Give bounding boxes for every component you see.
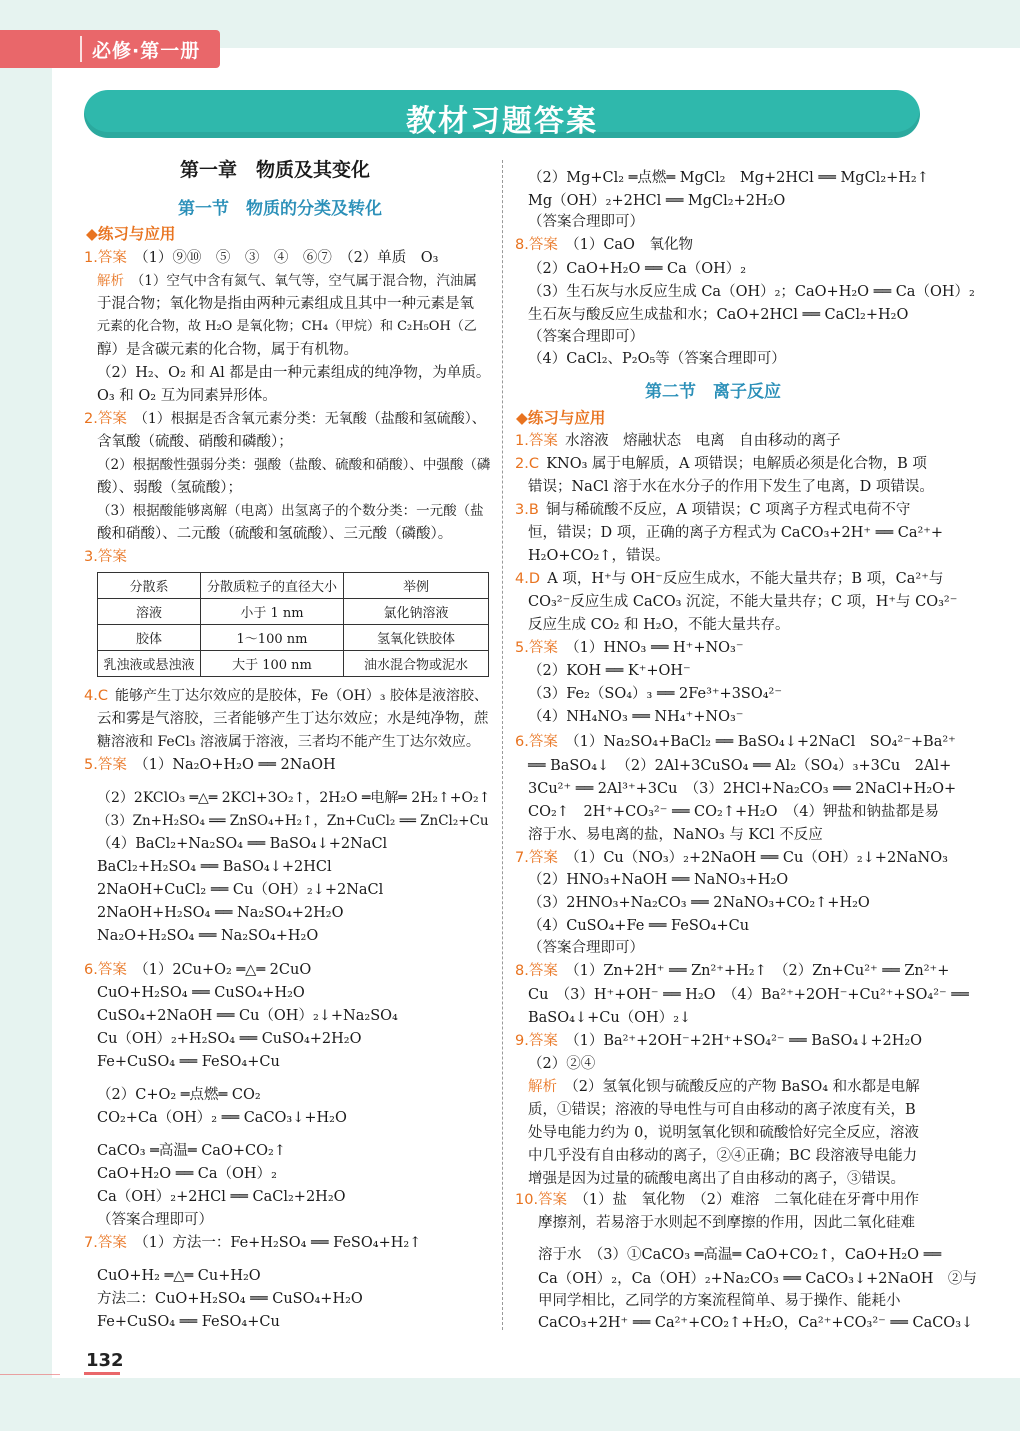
text-line xyxy=(528,756,951,776)
line-text: 3Cu²⁺ ══ 2Al³⁺+3Cu （3）2HCl+Na₂CO₃ ══ 2NaCl+H₂O+ xyxy=(528,781,957,797)
line-text: （2）2KClO₃ ═△═ 2KCl+3O₂↑，2H₂O ═电解═ 2H₂↑+O₂↑ xyxy=(97,790,491,806)
line-text: （1）Ba²⁺+2OH⁻+2H⁺+SO₄²⁻ ══ BaSO₄↓+2H₂O xyxy=(565,1033,923,1049)
text-line xyxy=(84,409,486,429)
text-line xyxy=(528,802,939,822)
text-line xyxy=(528,985,969,1005)
line-text: 生石灰与酸反应生成盐和水；CaO+2HCl ══ CaCl₂+H₂O xyxy=(528,307,909,323)
practice-heading xyxy=(86,224,175,244)
line-text: （1）根据是否含氧元素分类：无氧酸（盐酸和氢硫酸）、 xyxy=(133,411,486,427)
line-text: 恒，错误；D 项，正确的离子方程式为 CaCO₃+2H⁺ ══ Ca²⁺+ xyxy=(528,525,944,541)
table-cell: 乳浊液或悬浊液 xyxy=(98,651,201,677)
text-line xyxy=(528,1146,917,1166)
bottom-band xyxy=(0,1378,1020,1431)
practice-heading xyxy=(516,408,605,428)
text-line xyxy=(97,857,332,877)
text-line xyxy=(528,546,669,566)
line-text: （3）根据酸能够离解（电离）出氢离子的个数分类：一元酸（盐 xyxy=(97,503,484,519)
line-text: 反应生成 CO₂ 和 H₂O，不能大量共存。 xyxy=(528,617,790,633)
line-text: O₃ 和 O₂ 互为同素异形体。 xyxy=(97,388,277,404)
question-label: 3.B xyxy=(515,502,539,518)
text-line xyxy=(528,168,929,188)
line-text: 第一节 物质的分类及转化 xyxy=(178,199,382,219)
line-text: 方法二：CuO+H₂SO₄ ══ CuSO₄+H₂O xyxy=(97,1291,363,1307)
page-number-rule xyxy=(0,1374,60,1375)
book-tab-label: 必修·第一册 xyxy=(92,40,201,62)
text-line xyxy=(97,811,489,831)
line-text: CaO+H₂O ══ Ca（OH）₂ xyxy=(97,1166,277,1182)
text-line xyxy=(528,327,644,347)
text-line xyxy=(528,1054,595,1074)
section-title xyxy=(645,382,781,402)
text-line xyxy=(538,1291,901,1311)
line-text: CaCO₃ ═高温═ CaO+CO₂↑ xyxy=(97,1143,286,1159)
line-text: 醇）是含碳元素的化合物，属于有机物。 xyxy=(97,342,358,358)
section-title xyxy=(178,199,382,219)
line-text: 糖溶液和 FeCl₃ 溶液属于溶液，三者均不能产生丁达尔效应。 xyxy=(97,734,480,750)
line-text: （4）BaCl₂+Na₂SO₄ ══ BaSO₄↓+2NaCl xyxy=(97,836,388,852)
line-text: （2）KOH ══ K⁺+OH⁻ xyxy=(528,663,691,679)
line-text: 错误；NaCl 溶于水在水分子的作用下发生了电离，D 项错误。 xyxy=(528,479,934,495)
line-text: CO₃²⁻反应生成 CaCO₃ 沉淀，不能大量共存；C 项，H⁺与 CO₃²⁻ xyxy=(528,594,958,610)
text-line xyxy=(515,732,956,752)
line-text: 于混合物；氧化物是指由两种元素组成且其中一种元素是氧 xyxy=(97,296,474,312)
text-line xyxy=(528,870,788,890)
text-line xyxy=(515,1031,922,1051)
text-line xyxy=(97,501,484,521)
line-text: （2）HNO₃+NaOH ══ NaNO₃+H₂O xyxy=(528,872,789,888)
text-line xyxy=(528,893,870,913)
text-line xyxy=(97,880,383,900)
text-line xyxy=(515,569,943,589)
question-label: 5.答案 xyxy=(84,757,127,773)
line-text: 酸和硝酸）、二元酸（硫酸和氢硫酸）、三元酸（磷酸）。 xyxy=(97,526,453,542)
text-line xyxy=(515,454,927,474)
line-text: CuO+H₂ ═△═ Cu+H₂O xyxy=(97,1268,261,1284)
line-text: CuSO₄+2NaOH ══ Cu（OH）₂↓+Na₂SO₄ xyxy=(97,1008,398,1024)
text-line xyxy=(97,363,490,383)
text-line xyxy=(97,386,277,406)
text-line xyxy=(84,547,134,567)
text-line xyxy=(97,340,358,360)
line-text: 第一章 物质及其变化 xyxy=(180,159,371,181)
table-header-cell: 分散系 xyxy=(98,573,201,599)
question-label: 2.C xyxy=(515,456,539,472)
table-row xyxy=(98,625,489,651)
question-label: 8.答案 xyxy=(515,237,558,253)
table-cell: 小于 1 nm xyxy=(201,599,344,625)
text-line xyxy=(84,248,439,268)
line-text: （4）CaCl₂、P₂O₅等（答案合理即可） xyxy=(528,351,786,367)
question-label: 2.答案 xyxy=(84,411,127,427)
text-line xyxy=(97,524,452,544)
table-cell: 氢氧化铁胶体 xyxy=(344,625,489,651)
line-text: （1）方法一：Fe+H₂SO₄ ══ FeSO₄+H₂↑ xyxy=(134,1235,422,1251)
page-number: 132 xyxy=(86,1350,124,1371)
table-header-cell: 分散质粒子的直径大小 xyxy=(201,573,344,599)
line-text: Mg（OH）₂+2HCl ══ MgCl₂+2H₂O xyxy=(528,193,786,209)
text-line xyxy=(528,916,749,936)
table-cell: 油水混合物或泥水 xyxy=(344,651,489,677)
line-text: 质，①错误；溶液的导电性与可自由移动的离子浓度有关，B xyxy=(528,1102,916,1118)
line-text: Ca（OH）₂+2HCl ══ CaCl₂+2H₂O xyxy=(97,1189,346,1205)
line-text: （1）空气中含有氮气、氧气等，空气属于混合物，汽油属 xyxy=(130,273,477,289)
text-line xyxy=(528,259,746,279)
line-text: 甲同学相比，乙同学的方案流程简单、易于操作、能耗小 xyxy=(538,1293,901,1309)
table-cell: 溶液 xyxy=(98,599,201,625)
text-line xyxy=(84,1233,421,1253)
table-row xyxy=(98,599,489,625)
line-text: （2）根据酸性强弱分类：强酸（盐酸、硫酸和硝酸）、中强酸（磷 xyxy=(97,457,491,473)
explanation-label: 解析 xyxy=(528,1079,557,1095)
dispersion-table xyxy=(97,572,489,677)
question-label: 6.答案 xyxy=(84,962,127,978)
text-line xyxy=(528,938,644,958)
text-line xyxy=(97,455,490,475)
line-text: （1）⑨⑩ ⑤ ③ ④ ⑥⑦ （2）单质 O₃ xyxy=(134,250,439,266)
table-cell: 1～100 nm xyxy=(201,625,344,651)
text-line xyxy=(538,1213,915,1233)
line-text: （2）H₂、O₂ 和 Al 都是由一种元素组成的纯净物，为单质。 xyxy=(97,365,491,381)
question-label: 10.答案 xyxy=(515,1192,568,1208)
text-line xyxy=(97,271,477,291)
line-text: Ca（OH）₂，Ca（OH）₂+Na₂CO₃ ══ CaCO₃↓+2NaOH ②与 xyxy=(538,1271,977,1287)
text-line xyxy=(84,686,488,706)
text-line xyxy=(515,1190,919,1210)
question-label: 4.D xyxy=(515,571,540,587)
text-line xyxy=(97,1052,280,1072)
line-text: 含氧酸（硫酸、硝酸和磷酸）； xyxy=(97,434,293,450)
text-line xyxy=(97,432,293,452)
question-label: 9.答案 xyxy=(515,1033,558,1049)
line-text: CO₂↑ 2H⁺+CO₃²⁻ ══ CO₂↑+H₂O （4）钾盐和钠盐都是易 xyxy=(528,804,939,820)
line-text: （2）CaO+H₂O ══ Ca（OH）₂ xyxy=(528,261,747,277)
text-line xyxy=(528,523,943,543)
table-cell: 大于 100 nm xyxy=(201,651,344,677)
line-text: Cu（OH）₂+H₂SO₄ ══ CuSO₄+2H₂O xyxy=(97,1031,362,1047)
text-line xyxy=(515,638,744,658)
table-cell: 胶体 xyxy=(98,625,201,651)
line-text: 水溶液 熔融状态 电离 自由移动的离子 xyxy=(565,433,841,449)
line-text: BaSO₄↓+Cu（OH）₂↓ xyxy=(528,1010,692,1026)
text-line xyxy=(97,926,318,946)
line-text: 铜与稀硫酸不反应，A 项错误；C 项离子方程式电荷不守 xyxy=(546,502,911,518)
line-text: （1）Zn+2H⁺ ══ Zn²⁺+H₂↑ （2）Zn+Cu²⁺ ══ Zn²⁺+ xyxy=(565,963,950,979)
text-line xyxy=(84,755,336,775)
line-text: 云和雾是气溶胶，三者能够产生丁达尔效应；水是纯净物，蔗 xyxy=(97,711,489,727)
text-line xyxy=(97,1210,213,1230)
line-text: ══ BaSO₄↓ （2）2Al+3CuSO₄ ══ Al₂（SO₄）₃+3Cu 2Al+ xyxy=(528,758,952,774)
line-text: 元素的化合物，故 H₂O 是氧化物；CH₄（甲烷）和 C₂H₅OH（乙 xyxy=(97,319,477,334)
line-text: （3）生石灰与水反应生成 Ca（OH）₂；CaO+H₂O ══ Ca（OH）₂ xyxy=(528,284,975,300)
text-line xyxy=(528,592,957,612)
line-text: （答案合理即可） xyxy=(97,1212,213,1228)
question-label: 7.答案 xyxy=(84,1235,127,1251)
text-line xyxy=(97,1029,361,1049)
line-text: （1）Na₂SO₄+BaCl₂ ══ BaSO₄↓+2NaCl SO₄²⁻+Ba²⁺ xyxy=(565,734,956,750)
text-line xyxy=(84,960,311,980)
line-text: （答案合理即可） xyxy=(528,940,644,956)
line-text: （3）Fe₂（SO₄）₃ ══ 2Fe³⁺+3SO₄²⁻ xyxy=(528,686,783,702)
line-text: （1）CaO 氧化物 xyxy=(565,237,693,253)
text-line xyxy=(97,788,490,808)
line-text: （2）Mg+Cl₂ ═点燃═ MgCl₂ Mg+2HCl ══ MgCl₂+H₂↑ xyxy=(528,170,929,186)
text-line xyxy=(528,212,644,232)
question-label: 3.答案 xyxy=(84,549,127,565)
text-line xyxy=(528,825,823,845)
text-line xyxy=(528,707,743,727)
line-text: 酸）、弱酸（氢硫酸）； xyxy=(97,480,242,496)
line-text: （1）盐 氧化物 （2）难溶 二氧化硅在牙膏中用作 xyxy=(574,1192,920,1208)
chapter-title xyxy=(180,160,370,180)
text-line xyxy=(97,1164,277,1184)
line-text: （2）②④ xyxy=(528,1056,596,1072)
text-line xyxy=(97,732,480,752)
text-line xyxy=(97,903,344,923)
line-text: Fe+CuSO₄ ══ FeSO₄+Cu xyxy=(97,1054,280,1070)
text-line xyxy=(515,848,948,868)
line-text: 中几乎没有自由移动的离子，②④正确；BC 段溶液导电能力 xyxy=(528,1148,918,1164)
text-line xyxy=(515,431,841,451)
line-text: 能够产生丁达尔效应的是胶体，Fe（OH）₃ 胶体是液溶胶、 xyxy=(114,688,488,704)
line-text: ◆练习与应用 xyxy=(516,409,606,427)
line-text: （3）Zn+H₂SO₄ ══ ZnSO₄+H₂↑，Zn+CuCl₂ ══ ZnCl₂+Cu xyxy=(97,813,489,829)
tab-divider xyxy=(80,36,82,62)
question-label: 1.答案 xyxy=(84,250,127,266)
book-tab xyxy=(0,30,220,68)
line-text: 2NaOH+CuCl₂ ══ Cu（OH）₂↓+2NaCl xyxy=(97,882,384,898)
text-line xyxy=(515,235,693,255)
line-text: CO₂+Ca（OH）₂ ══ CaCO₃↓+H₂O xyxy=(97,1110,347,1126)
text-line xyxy=(538,1245,941,1265)
text-line xyxy=(528,779,956,799)
text-line xyxy=(538,1269,977,1289)
table-row xyxy=(98,651,489,677)
question-label: 4.C xyxy=(84,688,108,704)
title-banner xyxy=(84,90,920,138)
line-text: （2）氢氧化钡与硫酸反应的产物 BaSO₄ 和水都是电解 xyxy=(564,1079,920,1095)
line-text: Na₂O+H₂SO₄ ══ Na₂SO₄+H₂O xyxy=(97,928,319,944)
line-text: （1）Cu（NO₃）₂+2NaOH ══ Cu（OH）₂↓+2NaNO₃ xyxy=(565,850,948,866)
banner-title: 教材习题答案 xyxy=(406,104,598,139)
text-line xyxy=(97,1141,286,1161)
table-header-cell: 举例 xyxy=(344,573,489,599)
text-line xyxy=(528,1008,691,1028)
text-line xyxy=(97,1108,347,1128)
line-text: 处导电能力约为 0，说明氢氧化钡和硫酸恰好完全反应，溶液 xyxy=(528,1125,919,1141)
text-line xyxy=(97,709,489,729)
text-line xyxy=(528,477,934,497)
text-line xyxy=(528,684,782,704)
line-text: 摩擦剂，若易溶于水则起不到摩擦的作用，因此二氧化硅难 xyxy=(538,1215,915,1231)
line-text: A 项，H⁺与 OH⁻反应生成水，不能大量共存；B 项，Ca²⁺与 xyxy=(547,571,944,587)
question-label: 7.答案 xyxy=(515,850,558,866)
text-line xyxy=(97,1289,363,1309)
line-text: （2）C+O₂ ═点燃═ CO₂ xyxy=(97,1087,261,1103)
line-text: （答案合理即可） xyxy=(528,214,644,230)
text-line xyxy=(97,983,305,1003)
line-text: ◆练习与应用 xyxy=(86,225,176,243)
line-text: （3）2HNO₃+Na₂CO₃ ══ 2NaNO₃+CO₂↑+H₂O xyxy=(528,895,870,911)
table-header-row xyxy=(98,573,489,599)
table-cell: 氯化钠溶液 xyxy=(344,599,489,625)
text-line xyxy=(515,961,949,981)
question-label: 5.答案 xyxy=(515,640,558,656)
text-line xyxy=(97,1187,346,1207)
text-line xyxy=(528,305,908,325)
line-text: CuO+H₂SO₄ ══ CuSO₄+H₂O xyxy=(97,985,305,1001)
text-line xyxy=(538,1313,973,1333)
line-text: KNO₃ 属于电解质，A 项错误；电解质必须是化合物，B 项 xyxy=(546,456,927,472)
line-text: 溶于水、易电离的盐，NaNO₃ 与 KCl 不反应 xyxy=(528,827,823,843)
line-text: （答案合理即可） xyxy=(528,329,644,345)
text-line xyxy=(97,317,477,337)
line-text: （1）HNO₃ ══ H⁺+NO₃⁻ xyxy=(565,640,744,656)
text-line xyxy=(97,1312,280,1332)
line-text: （4）CuSO₄+Fe ══ FeSO₄+Cu xyxy=(528,918,750,934)
column-divider xyxy=(502,160,503,1330)
question-label: 6.答案 xyxy=(515,734,558,750)
line-text: BaCl₂+H₂SO₄ ══ BaSO₄↓+2HCl xyxy=(97,859,332,875)
text-line xyxy=(97,478,242,498)
text-line xyxy=(528,191,785,211)
question-label: 1.答案 xyxy=(515,433,558,449)
line-text: （1）Na₂O+H₂O ══ 2NaOH xyxy=(134,757,336,773)
text-line xyxy=(515,500,910,520)
line-text: 第二节 离子反应 xyxy=(645,382,781,402)
line-text: （4）NH₄NO₃ ══ NH₄⁺+NO₃⁻ xyxy=(528,709,744,725)
line-text: 2NaOH+H₂SO₄ ══ Na₂SO₄+2H₂O xyxy=(97,905,344,921)
text-line xyxy=(97,834,387,854)
text-line xyxy=(97,1085,261,1105)
text-line xyxy=(528,1100,916,1120)
text-line xyxy=(97,1006,398,1026)
text-line xyxy=(528,661,691,681)
page-number-underline xyxy=(84,1372,120,1375)
line-text: 增强是因为过量的硫酸电离出了自由移动的离子，③错误。 xyxy=(528,1171,905,1187)
line-text: CaCO₃+2H⁺ ══ Ca²⁺+CO₂↑+H₂O，Ca²⁺+CO₃²⁻ ══ CaCO₃↓ xyxy=(538,1315,974,1331)
line-text: H₂O+CO₂↑，错误。 xyxy=(528,548,670,564)
line-text: （1）2Cu+O₂ ═△═ 2CuO xyxy=(134,962,312,978)
text-line xyxy=(528,1169,905,1189)
line-text: Cu （3）H⁺+OH⁻ ══ H₂O （4）Ba²⁺+2OH⁻+Cu²⁺+SO₄²⁻ ══ xyxy=(528,987,969,1003)
line-text: Fe+CuSO₄ ══ FeSO₄+Cu xyxy=(97,1314,280,1330)
text-line xyxy=(528,615,789,635)
text-line xyxy=(528,282,975,302)
question-label: 8.答案 xyxy=(515,963,558,979)
text-line xyxy=(528,349,786,369)
explanation-label: 解析 xyxy=(97,273,124,289)
text-line xyxy=(528,1077,920,1097)
text-line xyxy=(97,294,474,314)
line-text: 溶于水 （3）①CaCO₃ ═高温═ CaO+CO₂↑，CaO+H₂O ══ xyxy=(538,1247,942,1263)
text-line xyxy=(528,1123,919,1143)
text-line xyxy=(97,1266,261,1286)
